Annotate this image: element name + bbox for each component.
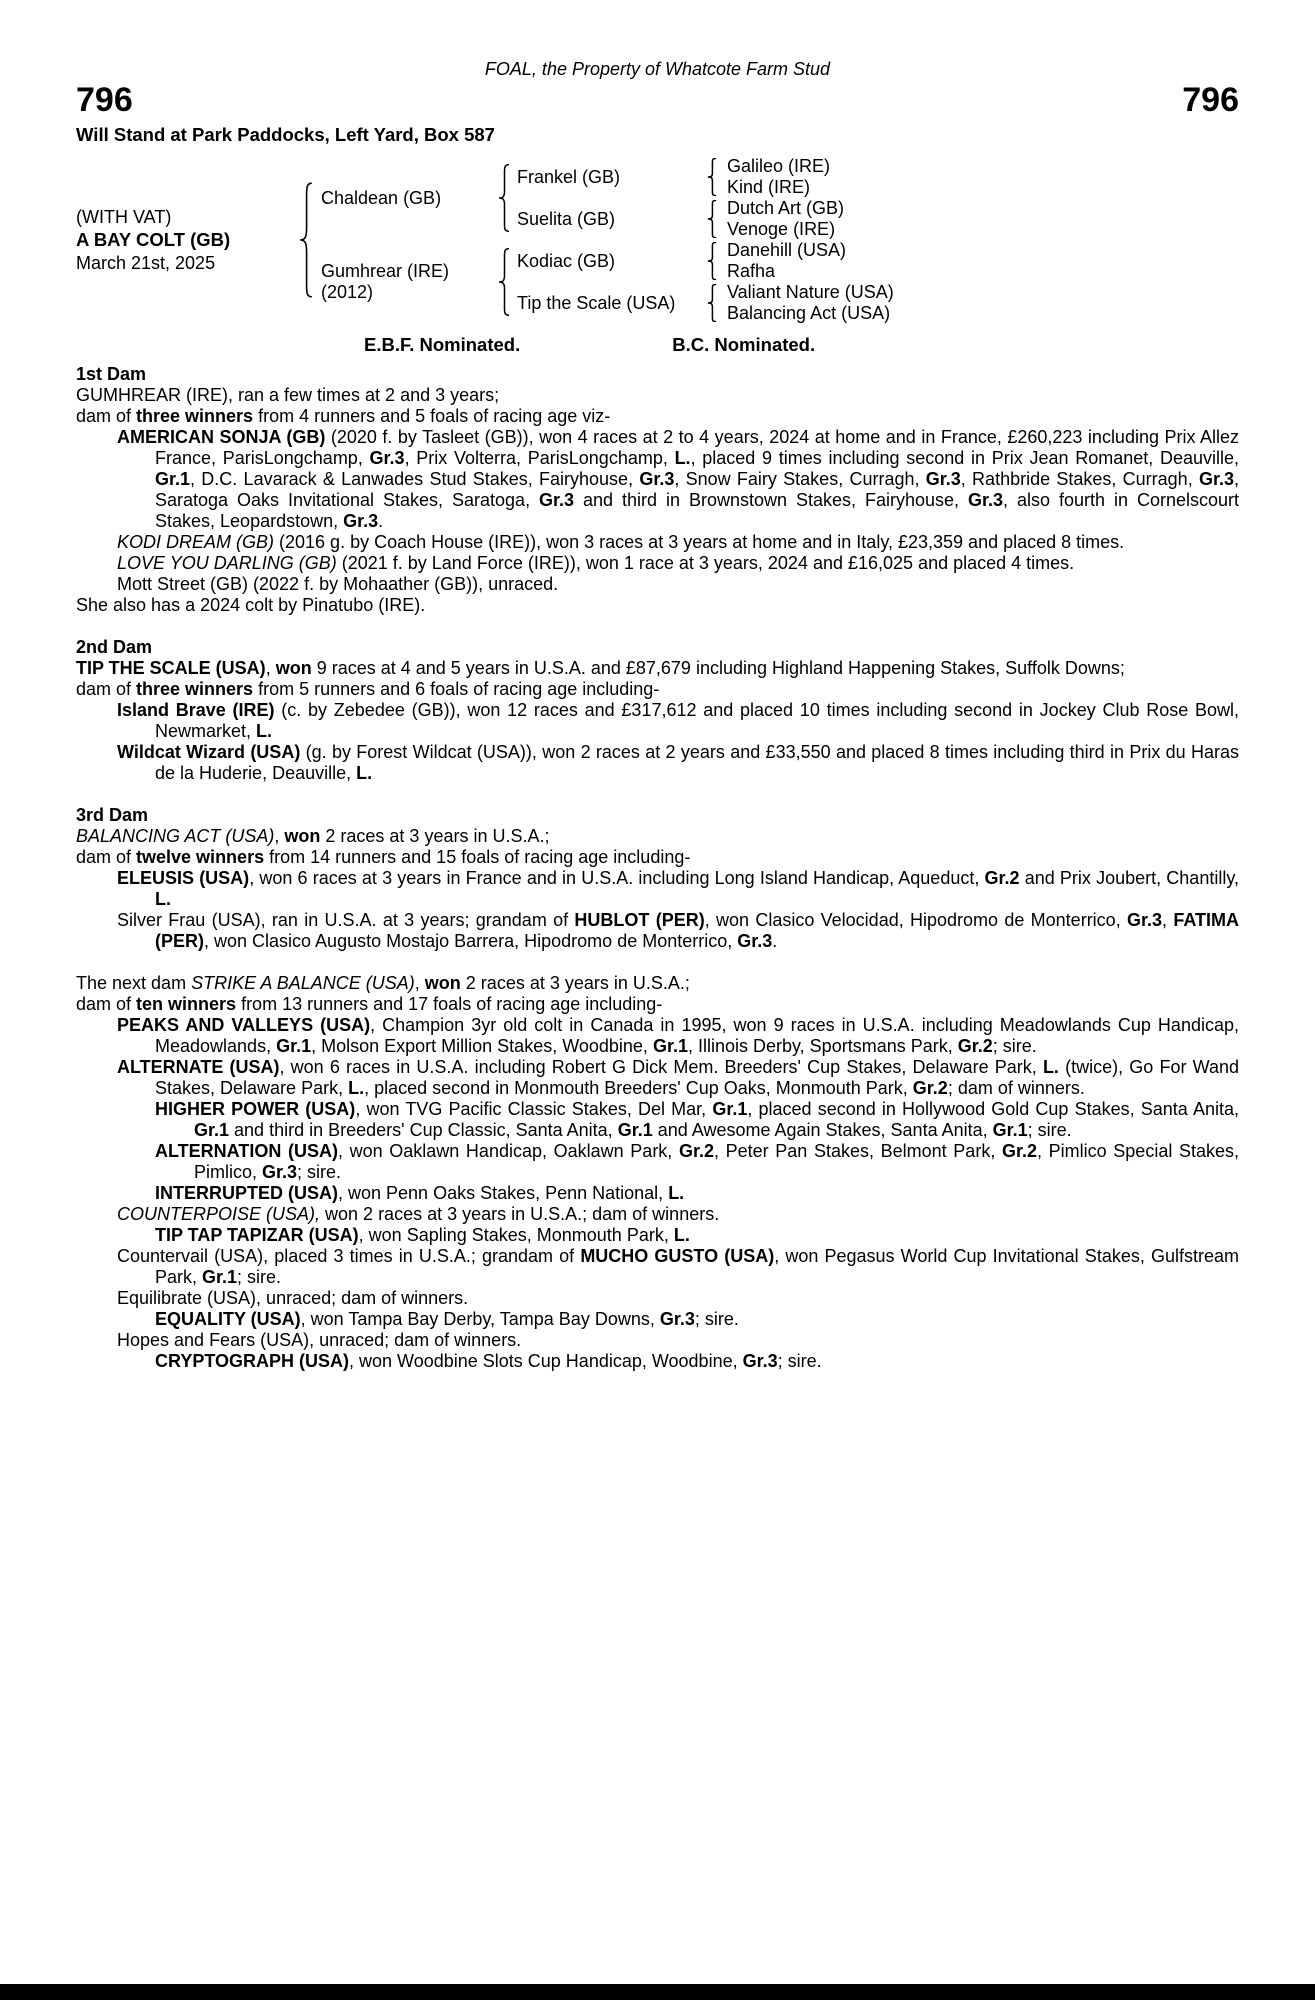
text-run: , Molson Export Million Stakes, Woodbine, [311,1036,653,1056]
text-run: and Prix Joubert, Chantilly, [1019,868,1239,888]
dam-section-heading: 1st Dam [76,364,147,384]
text-run: , won Tampa Bay Derby, Tampa Bay Downs, [300,1309,660,1329]
black-type-text: MUCHO GUSTO (USA) [580,1246,775,1266]
pedigree-dam-sire: Kodiac (GB) [517,250,616,271]
text-run: , [1162,910,1174,930]
pedigree-entry-paragraph [76,532,1239,553]
black-type-text: L. [155,889,171,909]
bc-nominated-label: B.C. Nominated. [672,334,816,355]
text-run: 2 races at 3 years in U.S.A.; [320,826,550,846]
black-type-text: HIGHER POWER (USA) [155,1099,356,1119]
text-run: and Awesome Again Stakes, Santa Anita, [652,1120,993,1140]
text-run: , won Clasico Velocidad, Hipodromo de Monterrico, [704,910,1127,930]
text-run: ; dam of winners. [947,1078,1085,1098]
text-run: dam of [76,679,137,699]
black-type-text: Gr.2 [678,1141,714,1161]
pedigree-dam-dam-sire: Valiant Nature (USA) [727,282,894,302]
pedigree-sire-dam-sire: Dutch Art (GB) [727,198,845,218]
pedigree-entry-paragraph [76,595,1239,616]
text-run: (2016 g. by Coach House (IRE)), won 3 races at 3 years at home and in Italy, £23,359 and placed 8 times. [274,532,1125,552]
lot-number-left: 796 [76,81,133,119]
black-type-text: L. [256,721,273,741]
text-run: ; sire. [777,1351,822,1371]
black-type-text: Island Brave (IRE) [117,700,275,720]
text-run: (c. by Zebedee (GB)), won 12 races and £317,612 and placed 10 times including second in Jockey Club Rose Bowl, Newmarket, [155,700,1239,741]
black-type-text: ALTERNATION (USA) [155,1141,338,1161]
nominations-line [76,334,1239,356]
pedigree-dam-dam-dam: Balancing Act (USA) [727,303,891,323]
pedigree-dam-name: Gumhrear (IRE) [321,261,450,281]
text-run: from 14 runners and 15 foals of racing age including- [264,847,691,867]
pedigree-entry-paragraph [76,1204,1239,1225]
pedigree-entry-paragraph [76,1099,1239,1141]
pedigree-entry-paragraph [76,847,1239,868]
text-run: dam of [76,994,137,1014]
pedigree-entry-paragraph [76,994,1239,1015]
subject-foal-date: March 21st, 2025 [76,253,216,273]
body-text [76,364,1239,1372]
text-run: , Saratoga Oaks Invitational Stakes, Saratoga, [155,469,1239,510]
pedigree-entry-paragraph [76,574,1239,595]
text-run: , Peter Pan Stakes, Belmont Park, [713,1141,1002,1161]
black-type-text: Gr.3 [968,490,1004,510]
text-run: ; sire. [237,1267,282,1287]
text-run: , [414,973,425,993]
text-run: , won 6 races in U.S.A. including Robert G Dick Mem. Breeders' Cup Stakes, Delaware Park, [279,1057,1043,1077]
text-run: , won Penn Oaks Stakes, Penn National, [338,1183,669,1203]
black-type-text: INTERRUPTED (USA) [155,1183,338,1203]
text-run: , placed 9 times including second in Prix Jean Romanet, Deauville, [690,448,1240,468]
black-type-text: twelve winners [136,847,265,867]
text-run: ; sire. [992,1036,1037,1056]
brace-sire-group [491,156,517,240]
black-type-text: Gr.3 [742,1351,778,1371]
brace-dam-dam-group [697,282,727,324]
black-type-text: won [424,973,461,993]
italic-name-text: STRIKE A BALANCE (USA) [191,973,415,993]
black-type-text: Gr.3 [737,931,773,951]
text-run: , placed second in Monmouth Breeders' Cup Oaks, Monmouth Park, [364,1078,913,1098]
text-run: She also has a 2024 colt by Pinatubo (IRE). [76,595,426,615]
text-run: . [378,511,384,531]
black-type-text: L. [348,1078,365,1098]
text-run: , Rathbride Stakes, Curragh, [960,469,1199,489]
text-run: ; sire. [297,1162,342,1182]
text-run: , won Clasico Augusto Mostajo Barrera, Hipodromo de Monterrico, [204,931,738,951]
black-type-text: Gr.3 [262,1162,298,1182]
pedigree-entry-paragraph [76,1309,1239,1330]
section-gap [76,784,1239,805]
dam-section-heading: 2nd Dam [76,637,153,657]
text-run: 9 races at 4 and 5 years in U.S.A. and £87,679 including Highland Happening Stakes, Suffolk Downs; [311,658,1125,678]
vat-note: (WITH VAT) [76,207,172,227]
black-type-text: FATIMA (PER) [155,910,1239,951]
text-run: , placed second in Hollywood Gold Cup Stakes, Santa Anita, [747,1099,1240,1119]
text-run: , Prix Volterra, ParisLongchamp, [404,448,675,468]
pedigree-entry-paragraph [76,700,1239,742]
pedigree-dam-year: (2012) [321,282,374,302]
text-run: (2021 f. by Land Force (IRE)), won 1 race at 3 years, 2024 and £16,025 and placed 4 times. [336,553,1075,573]
text-run: dam of [76,847,137,867]
lot-number-right: 796 [1182,81,1239,119]
black-type-text: Gr.2 [984,868,1020,888]
black-type-text: ten winners [136,994,237,1014]
black-type-text: Gr.3 [539,490,575,510]
text-run: , D.C. Lavarack & Lanwades Stud Stakes, Fairyhouse, [190,469,640,489]
lot-number-row [76,82,1239,118]
text-run: (2020 f. by Tasleet (GB)), won 4 races at 2 to 4 years, 2024 at home and in France, £260,223 including Prix Allez France, ParisLongchamp, [155,427,1240,468]
text-run: ; sire. [694,1309,739,1329]
black-type-text: L. [668,1183,685,1203]
section-gap [76,616,1239,637]
black-type-text: ELEUSIS (USA) [117,868,250,888]
black-type-text: PEAKS AND VALLEYS (USA) [117,1015,371,1035]
text-run: GUMHREAR (IRE), ran a few times at 2 and 3 years; [76,385,500,405]
subject-description: A BAY COLT (GB) [76,229,231,250]
pedigree-dam [321,240,491,324]
pedigree-sire: Chaldean (GB) [321,187,442,208]
text-run: dam of [76,406,137,426]
pedigree-entry-paragraph [76,406,1239,427]
black-type-text: Gr.1 [194,1120,230,1140]
black-type-text: AMERICAN SONJA (GB) [117,427,326,447]
black-type-text: TIP TAP TAPIZAR (USA) [155,1225,359,1245]
black-type-text: three winners [136,406,254,426]
black-type-text: Gr.1 [712,1099,748,1119]
brace-sire-sire-group [697,156,727,198]
pedigree-entry-paragraph [76,1057,1239,1099]
text-run: and third in Brownstown Stakes, Fairyhouse, [574,490,968,510]
black-type-text: won [284,826,321,846]
text-run: 2 races at 3 years in U.S.A.; [460,973,690,993]
black-type-text: Gr.1 [992,1120,1028,1140]
pedigree-sire-dam: Suelita (GB) [517,208,616,229]
black-type-text: L. [673,1225,690,1245]
pedigree-entry-paragraph [76,1183,1239,1204]
italic-name-text: LOVE YOU DARLING (GB) [117,553,337,573]
pedigree-sire-dam-dam: Venoge (IRE) [727,219,836,239]
text-run: , won Oaklawn Handicap, Oaklawn Park, [337,1141,679,1161]
black-type-text: CRYPTOGRAPH (USA) [155,1351,350,1371]
text-run: , won 6 races at 3 years in France and in U.S.A. including Long Island Handicap, Aqueduct, [249,868,985,888]
brace-generation-1 [291,156,321,324]
black-type-text: Gr.3 [659,1309,695,1329]
black-type-text: EQUALITY (USA) [155,1309,301,1329]
text-run: from 4 runners and 5 foals of racing age viz- [253,406,611,426]
text-run: and third in Breeders' Cup Classic, Santa Anita, [229,1120,618,1140]
ebf-nominated-label: E.B.F. Nominated. [364,334,521,355]
text-run: . [772,931,778,951]
pedigree-entry-paragraph [76,679,1239,700]
pedigree-entry-paragraph [76,1288,1239,1309]
black-type-text: Gr.1 [276,1036,312,1056]
pedigree-dam-sire-dam: Rafha [727,261,776,281]
dam-section-heading: 3rd Dam [76,805,149,825]
pedigree-entry-paragraph [76,826,1239,847]
pedigree-sire-sire: Frankel (GB) [517,166,621,187]
pedigree-entry-paragraph [76,1225,1239,1246]
black-type-text: Wildcat Wizard (USA) [117,742,301,762]
text-run: from 5 runners and 6 foals of racing age including- [253,679,660,699]
black-type-text: Gr.3 [343,511,379,531]
text-run: , won TVG Pacific Classic Stakes, Del Mar, [355,1099,713,1119]
black-type-text: L. [674,448,691,468]
black-type-text: won [275,658,312,678]
black-type-text: Gr.1 [202,1267,238,1287]
text-run: , won Sapling Stakes, Monmouth Park, [358,1225,674,1245]
pedigree-entry-paragraph [76,553,1239,574]
text-run: won 2 races at 3 years in U.S.A.; dam of winners. [320,1204,720,1224]
pedigree-entry-paragraph [76,1330,1239,1351]
black-type-text: L. [356,763,373,783]
text-run: (twice), Go For Wand Stakes, Delaware Park, [155,1057,1239,1098]
black-type-text: Gr.3 [925,469,961,489]
section-gap [76,952,1239,973]
text-run: , [265,658,276,678]
property-line: FOAL, the Property of Whatcote Farm Stud [484,59,831,79]
brace-dam-sire-group [697,240,727,282]
black-type-text: Gr.1 [155,469,191,489]
black-type-text: three winners [136,679,254,699]
pedigree-entry-paragraph [76,868,1239,910]
pedigree-entry-paragraph [76,973,1239,994]
text-run: ; sire. [1027,1120,1072,1140]
text-run: (g. by Forest Wildcat (USA)), won 2 races at 2 years and £33,550 and placed 8 times including third in Prix du Haras de la Huderie, Deauville, [155,742,1239,783]
pedigree-dam-sire-sire: Danehill (USA) [727,240,847,260]
brace-dam-group [491,240,517,324]
pedigree-entry-paragraph [76,427,1239,532]
italic-name-text: COUNTERPOISE (USA), [117,1204,321,1224]
italic-name-text: KODI DREAM (GB) [117,532,275,552]
text-run: Mott Street (GB) (2022 f. by Mohaather (GB)), unraced. [117,574,559,594]
black-type-text: TIP THE SCALE (USA) [76,658,266,678]
black-type-text: L. [1042,1057,1059,1077]
text-run: Hopes and Fears (USA), unraced; dam of winners. [117,1330,522,1350]
pedigree-entry-paragraph [76,1351,1239,1372]
text-run: Silver Frau (USA), ran in U.S.A. at 3 years; grandam of [117,910,575,930]
pedigree-entry-paragraph [76,1246,1239,1288]
black-type-text: HUBLOT (PER) [574,910,705,930]
text-run: , Snow Fairy Stakes, Curragh, [674,469,926,489]
black-type-text: Gr.3 [639,469,675,489]
black-type-text: Gr.3 [1198,469,1234,489]
black-type-text: Gr.1 [617,1120,653,1140]
black-type-text: Gr.1 [652,1036,688,1056]
black-type-text: Gr.2 [1001,1141,1037,1161]
pedigree-dam-dam: Tip the Scale (USA) [517,292,676,313]
text-run: , won Pegasus World Cup Invitational Stakes, Gulfstream Park, [155,1246,1239,1287]
pedigree-tree [76,156,1239,324]
black-type-text: ALTERNATE (USA) [117,1057,280,1077]
text-run: , won Woodbine Slots Cup Handicap, Woodbine, [349,1351,743,1371]
pedigree-entry-paragraph [76,742,1239,784]
pedigree-entry-paragraph [76,910,1239,952]
italic-name-text: BALANCING ACT (USA) [76,826,275,846]
brace-sire-dam-group [697,198,727,240]
stand-location-line: Will Stand at Park Paddocks, Left Yard, Box 587 [76,124,495,145]
pedigree-sire-sire-dam: Kind (IRE) [727,177,811,197]
text-run: Equilibrate (USA), unraced; dam of winners. [117,1288,469,1308]
pedigree-entry-paragraph [76,1015,1239,1057]
text-run: , also fourth in Cornelscourt Stakes, Leopardstown, [155,490,1239,531]
black-type-text: Gr.3 [1127,910,1163,930]
page-bottom-bar [0,1984,1315,2000]
text-run: , Illinois Derby, Sportsmans Park, [687,1036,958,1056]
text-run: from 13 runners and 17 foals of racing age including- [236,994,663,1014]
black-type-text: Gr.2 [912,1078,948,1098]
text-run: , Champion 3yr old colt in Canada in 1995, won 9 races in U.S.A. including Meadowlands Cup Handicap, Meadowlands, [155,1015,1239,1056]
subject-block [76,156,291,324]
pedigree-sire-sire-sire: Galileo (IRE) [727,156,831,176]
pedigree-entry-paragraph [76,1141,1239,1183]
pedigree-entry-paragraph [76,658,1239,679]
black-type-text: Gr.2 [957,1036,993,1056]
text-run: , Pimlico Special Stakes, Pimlico, [194,1141,1239,1182]
black-type-text: Gr.3 [369,448,405,468]
pedigree-entry-paragraph [76,385,1239,406]
text-run: Countervail (USA), placed 3 times in U.S.A.; grandam of [117,1246,581,1266]
text-run: The next dam [76,973,192,993]
text-run: , [274,826,285,846]
